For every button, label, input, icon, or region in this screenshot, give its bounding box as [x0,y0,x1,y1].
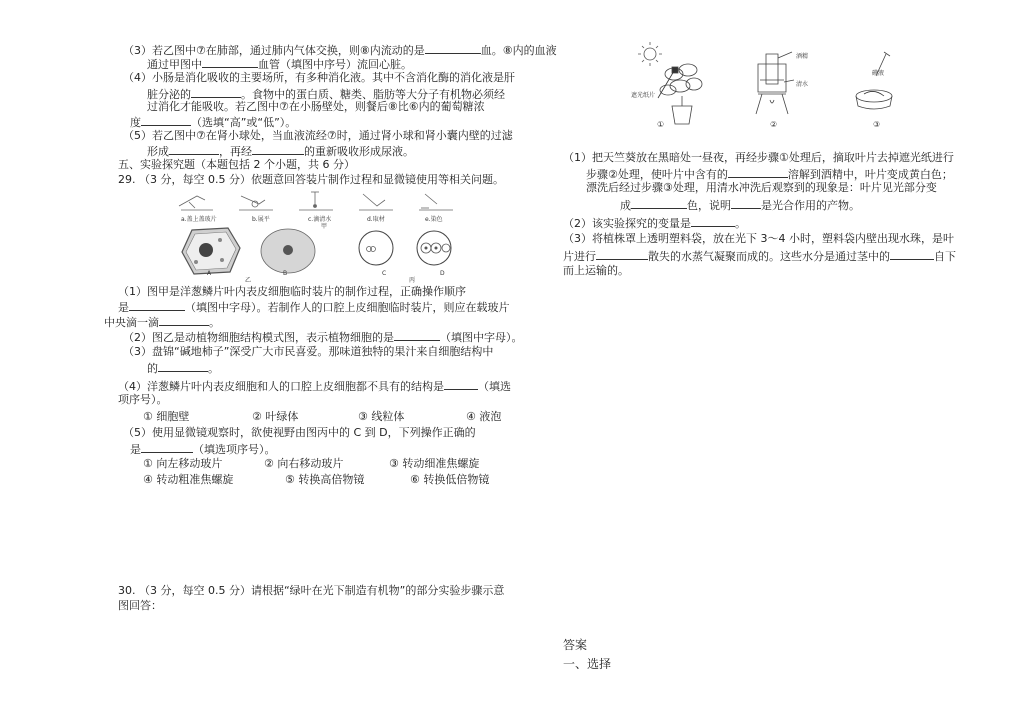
step-b-label: b.展平 [252,216,270,223]
step-c-label: c.滴清水 [308,216,332,223]
fig30-step-3: ③ [873,120,881,129]
blank[interactable] [159,314,209,326]
p4-line1: （4）洋葱鳞片叶内表皮细胞和人的口腔上皮细胞都不具有的结构是 （填选 [118,380,511,393]
fig29-cells [178,226,458,276]
blank[interactable] [444,378,478,390]
q5-line1: （5）若乙图中⑦在肾小球处，当血液流经⑦时，通过肾小球和肾小囊内壁的过滤 [123,129,513,142]
step-c-dropper-icon [299,192,333,210]
p5-option-6: ⑥ 转换低倍物镜 [410,473,490,486]
q5-line2: 形成 ，再经 的重新吸收形成尿液。 [147,145,414,158]
step-e-label: e.染色 [425,216,443,223]
blank[interactable] [191,86,241,98]
step-e-dropper-icon [419,194,453,210]
fig30-label-water: 清水 [796,81,809,88]
r1-line2: 步骤②处理，使叶片中含有的 溶解到酒精中，叶片变成黄白色； [586,168,953,181]
blank[interactable] [202,56,258,68]
p1-line3: 中央滴一滴 。 [104,316,220,329]
p4-option-2: ② 叶绿体 [252,410,299,423]
step-a-hand-icon [179,196,213,210]
fig-yi-label: 乙 [245,277,252,284]
blank[interactable] [631,197,687,209]
p5-option-2: ② 向右移动玻片 [264,457,344,470]
r3-line3: 而上运输的。 [563,264,629,277]
q4-line1: （4）小肠是消化吸收的主要场所，有多种消化液。其中不含消化酶的消化液是肝 [123,71,515,84]
r1-line1: （1）把天竺葵放在黑暗处一昼夜，再经步骤①处理后，摘取叶片去掉遮光纸进行 [563,151,954,164]
q29-stem: 29. （3 分，每空 0.5 分）依题意回答装片制作过程和显微镜使用等相关问题。 [118,173,504,186]
iodine-dish-icon [856,52,892,109]
step-a-label: a.盖上盖玻片 [181,216,217,223]
view-C-label: C [382,270,387,277]
animal-cell-B [261,229,315,273]
fig30-step-2: ② [770,120,778,129]
p4-option-1: ① 细胞壁 [143,410,190,423]
p5-line2: 是 （填选项序号）。 [130,443,276,456]
step-b-hand-icon [239,196,273,210]
r1-line4: 成 色，说明 是光合作用的产物。 [620,199,860,212]
view-C [359,231,393,265]
p5-option-5: ⑤ 转换高倍物镜 [285,473,365,486]
fig30-label-cover: 遮光纸片 [631,92,656,99]
blank[interactable] [425,42,481,54]
fig-jia-label: 甲 [321,223,328,230]
step-d-label: d.取材 [367,216,385,223]
r3-line2: 片进行 散失的水蒸气凝聚而成的。这些水分是通过茎中的 自下 [563,250,956,263]
p2-line: （2）图乙是动植物细胞结构模式图，表示植物细胞的是 （填图中字母）。 [123,331,523,344]
sun-icon [638,42,662,66]
cell-B-label: B [283,270,288,277]
p4-line2: 项序号）。 [118,393,168,406]
blank[interactable] [691,215,735,227]
blank[interactable] [731,197,761,209]
p5-option-3: ③ 转动细准焦螺旋 [389,457,480,470]
fig30-label-alcohol: 酒精 [796,53,809,60]
r3-line1: （3）将植株罩上透明塑料袋，放在光下 3～4 小时，塑料袋内壁出现水珠，是叶 [563,232,954,245]
fig30-experiment [628,40,908,132]
blank[interactable] [129,299,185,311]
step-d-tweezers-icon [359,194,393,210]
p3-line2: 的 。 [147,362,219,375]
view-D [417,231,451,265]
cell-A-label: A [207,270,212,277]
blank[interactable] [728,166,788,178]
blank[interactable] [252,143,304,155]
blank[interactable] [141,114,191,126]
fig30-label-iodine: 碘液 [872,70,885,77]
p5-option-4: ④ 转动粗准焦螺旋 [143,473,234,486]
blank[interactable] [158,360,208,372]
blank[interactable] [141,441,193,453]
fig30-step-1: ① [657,120,665,129]
p4-option-4: ④ 液泡 [466,410,502,423]
q4-line2: 脏分泌的 。食物中的蛋白质、糖类、脂肪等大分子有机物必须经 [147,88,505,101]
p3-line1: （3）盘锦“碱地柿子”深受广大市民喜爱。那味道独特的果汁来自细胞结构中 [123,345,494,358]
potted-plant-icon [658,64,702,124]
answer-heading: 答案 [563,638,588,652]
q3-line1: （3）若乙图中⑦在肺部，通过肺内气体交换，则⑧内流动的是 血。⑧内的血液 [123,44,557,57]
q3-line2: 通过甲图中 血管（填图中序号）流回心脏。 [147,58,412,71]
p5-option-1: ① 向左移动玻片 [143,457,223,470]
q30-stem-line1: 30. （3 分，每空 0.5 分）请根据“绿叶在光下制造有机物”的部分实验步骤示意 [118,584,505,597]
fig-bing-label: 丙 [409,277,416,284]
blank[interactable] [890,248,934,260]
answer-section-1: 一、选择 [563,657,612,671]
q4-line4: 度 （选填“高”或“低”）。 [130,116,297,129]
plant-cell-A [182,228,240,274]
q30-stem-line2: 图回答： [118,599,162,612]
view-D-label: D [440,270,445,277]
blank[interactable] [394,329,440,341]
blank[interactable] [169,143,219,155]
p4-option-3: ③ 线粒体 [358,410,405,423]
r2-line: （2）该实验探究的变量是 。 [563,217,746,230]
blank[interactable] [596,248,648,260]
section-5-heading: 五、实验探究题（本题包括 2 个小题，共 6 分） [118,158,355,171]
q4-line3: 过消化才能吸收。若乙图中⑦在小肠壁处，则餐后⑧比⑥内的葡萄糖浓 [147,100,485,113]
r1-line3: 漂洗后经过步骤③处理，用清水冲洗后观察到的现象是：叶片见光部分变 [586,181,937,194]
p5-line1: （5）使用显微镜观察时，欲使视野由图丙中的 C 到 D，下列操作正确的 [123,426,476,439]
p1-line1: （1）图甲是洋葱鳞片叶内表皮细胞临时装片的制作过程，正确操作顺序 [118,285,466,298]
water-bath-icon [756,52,794,114]
p1-line2: 是 （填图中字母）。若制作人的口腔上皮细胞临时装片，则应在载玻片 [118,301,510,314]
